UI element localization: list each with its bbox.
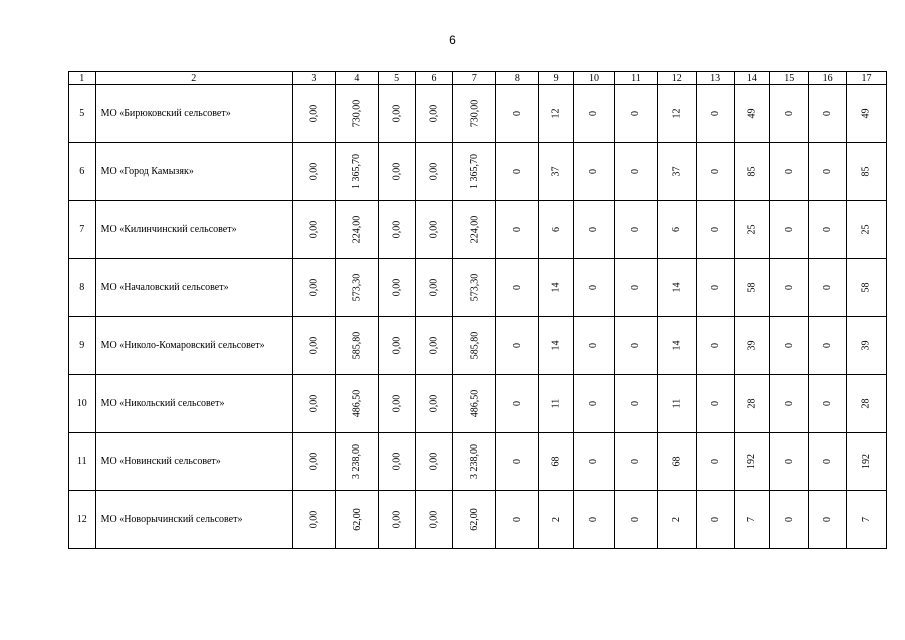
value-text: 0	[709, 111, 721, 116]
value-text: 0	[630, 227, 642, 232]
value-cell-c6	[415, 85, 453, 143]
value-text: 0	[822, 343, 834, 348]
value-text: 0	[709, 285, 721, 290]
value-text: 486,50	[468, 389, 480, 418]
value-cell-c5	[378, 317, 415, 375]
value-text: 0,00	[308, 452, 320, 471]
value-text: 486,50	[351, 389, 363, 418]
value-cell-c8	[496, 433, 539, 491]
value-text: 0,00	[428, 162, 440, 181]
value-cell-c6	[415, 491, 453, 549]
table-body	[69, 72, 887, 549]
value-cell-c8	[496, 317, 539, 375]
value-text: 0,00	[308, 278, 320, 297]
value-cell-c13	[696, 317, 734, 375]
value-text: 0	[511, 285, 523, 290]
value-cell-c13	[696, 259, 734, 317]
value-cell-c16	[809, 143, 847, 201]
value-cell-c17	[846, 201, 886, 259]
value-cell-c14	[734, 433, 770, 491]
value-text: 0	[630, 401, 642, 406]
column-header-2: 2	[95, 72, 292, 85]
value-cell-c6	[415, 317, 453, 375]
value-cell-c4	[335, 259, 378, 317]
value-text: 68	[550, 456, 562, 467]
municipality-name-cell: МО «Николо-Комаровский сельсовет»	[95, 317, 292, 375]
value-cell-c15	[770, 491, 809, 549]
value-text: 37	[671, 166, 683, 177]
column-header-14: 14	[734, 72, 770, 85]
value-text: 6	[671, 227, 683, 232]
value-text: 0	[588, 401, 600, 406]
value-text: 0	[783, 169, 795, 174]
value-cell-c9	[539, 143, 574, 201]
value-text: 0,00	[428, 104, 440, 123]
municipality-name-cell: МО «Никольский сельсовет»	[95, 375, 292, 433]
value-text: 0	[783, 459, 795, 464]
value-cell-c10	[574, 317, 615, 375]
column-header-16: 16	[809, 72, 847, 85]
column-header-10: 10	[574, 72, 615, 85]
value-text: 0	[783, 401, 795, 406]
column-header-7: 7	[453, 72, 496, 85]
value-cell-c3	[292, 317, 335, 375]
value-cell-c9	[539, 85, 574, 143]
value-cell-c13	[696, 433, 734, 491]
value-text: 573,30	[351, 273, 363, 302]
value-cell-c9	[539, 317, 574, 375]
table-row	[69, 143, 887, 201]
value-cell-c12	[657, 375, 696, 433]
value-cell-c7	[453, 201, 496, 259]
value-text: 85	[746, 166, 758, 177]
value-text: 0	[511, 459, 523, 464]
column-header-5: 5	[378, 72, 415, 85]
value-text: 0,00	[308, 104, 320, 123]
column-header-8: 8	[496, 72, 539, 85]
value-cell-c17	[846, 375, 886, 433]
value-cell-c16	[809, 375, 847, 433]
value-text: 0,00	[428, 220, 440, 239]
value-cell-c3	[292, 433, 335, 491]
row-number-cell: 7	[69, 201, 96, 259]
value-text: 1 365,70	[351, 154, 363, 189]
value-cell-c7	[453, 491, 496, 549]
municipality-name-cell: МО «Новорычинский сельсовет»	[95, 491, 292, 549]
value-text: 28	[746, 398, 758, 409]
value-cell-c7	[453, 143, 496, 201]
value-text: 0,00	[428, 510, 440, 529]
page-number: 6	[449, 33, 456, 47]
value-text: 28	[860, 398, 872, 409]
value-text: 0	[511, 517, 523, 522]
value-cell-c17	[846, 433, 886, 491]
value-cell-c14	[734, 85, 770, 143]
value-text: 12	[671, 108, 683, 119]
value-text: 192	[746, 454, 758, 469]
value-cell-c12	[657, 201, 696, 259]
value-text: 85	[860, 166, 872, 177]
value-text: 0	[630, 285, 642, 290]
value-cell-c16	[809, 317, 847, 375]
row-number-cell: 6	[69, 143, 96, 201]
column-header-11: 11	[614, 72, 657, 85]
value-text: 0,00	[391, 510, 403, 529]
value-cell-c17	[846, 85, 886, 143]
value-text: 0	[822, 111, 834, 116]
value-text: 0	[630, 517, 642, 522]
value-text: 0	[630, 343, 642, 348]
column-header-1: 1	[69, 72, 96, 85]
value-cell-c7	[453, 433, 496, 491]
value-text: 3 238,00	[468, 444, 480, 479]
value-text: 0,00	[308, 510, 320, 529]
value-text: 0	[783, 517, 795, 522]
value-text: 0,00	[391, 104, 403, 123]
value-text: 39	[746, 340, 758, 351]
value-cell-c8	[496, 85, 539, 143]
value-cell-c16	[809, 491, 847, 549]
value-text: 0	[783, 111, 795, 116]
column-header-4: 4	[335, 72, 378, 85]
value-cell-c3	[292, 375, 335, 433]
value-text: 0	[511, 111, 523, 116]
value-cell-c5	[378, 491, 415, 549]
value-text: 730,00	[468, 99, 480, 128]
value-text: 0,00	[428, 452, 440, 471]
value-text: 49	[860, 108, 872, 119]
value-cell-c3	[292, 143, 335, 201]
value-cell-c11	[614, 491, 657, 549]
value-cell-c7	[453, 317, 496, 375]
value-cell-c12	[657, 85, 696, 143]
value-text: 1 365,70	[468, 154, 480, 189]
value-cell-c15	[770, 317, 809, 375]
value-cell-c11	[614, 317, 657, 375]
value-text: 49	[746, 108, 758, 119]
value-text: 0,00	[428, 278, 440, 297]
value-cell-c14	[734, 143, 770, 201]
value-cell-c14	[734, 491, 770, 549]
value-cell-c4	[335, 201, 378, 259]
value-cell-c11	[614, 85, 657, 143]
value-cell-c15	[770, 85, 809, 143]
value-text: 14	[550, 340, 562, 351]
value-text: 0	[588, 227, 600, 232]
value-text: 0	[511, 343, 523, 348]
value-text: 6	[550, 227, 562, 232]
value-cell-c11	[614, 259, 657, 317]
value-cell-c4	[335, 375, 378, 433]
value-text: 0	[783, 343, 795, 348]
value-text: 0,00	[428, 394, 440, 413]
value-text: 0	[588, 285, 600, 290]
value-text: 0	[822, 169, 834, 174]
value-cell-c12	[657, 491, 696, 549]
value-text: 39	[860, 340, 872, 351]
value-cell-c12	[657, 317, 696, 375]
value-cell-c7	[453, 85, 496, 143]
value-text: 0	[783, 285, 795, 290]
value-cell-c11	[614, 201, 657, 259]
value-text: 0	[588, 517, 600, 522]
value-text: 0,00	[391, 162, 403, 181]
value-cell-c8	[496, 201, 539, 259]
value-cell-c14	[734, 375, 770, 433]
value-cell-c4	[335, 433, 378, 491]
value-text: 0	[588, 459, 600, 464]
value-cell-c16	[809, 259, 847, 317]
value-text: 58	[860, 282, 872, 293]
value-text: 585,80	[468, 331, 480, 360]
value-text: 68	[671, 456, 683, 467]
value-text: 11	[550, 398, 562, 409]
municipality-name-cell: МО «Город Камызяк»	[95, 143, 292, 201]
value-text: 2	[671, 517, 683, 522]
municipality-name-cell: МО «Бирюковский сельсовет»	[95, 85, 292, 143]
value-cell-c6	[415, 143, 453, 201]
value-cell-c3	[292, 491, 335, 549]
value-cell-c10	[574, 143, 615, 201]
value-cell-c15	[770, 375, 809, 433]
value-cell-c10	[574, 259, 615, 317]
value-cell-c15	[770, 433, 809, 491]
data-table	[68, 71, 887, 549]
value-text: 7	[860, 517, 872, 522]
table-row	[69, 491, 887, 549]
value-cell-c9	[539, 259, 574, 317]
value-text: 37	[550, 166, 562, 177]
value-text: 0	[630, 169, 642, 174]
value-text: 0	[630, 111, 642, 116]
value-cell-c5	[378, 201, 415, 259]
value-cell-c8	[496, 375, 539, 433]
value-cell-c10	[574, 375, 615, 433]
value-text: 62,00	[468, 508, 480, 531]
table-row	[69, 201, 887, 259]
value-cell-c6	[415, 375, 453, 433]
value-text: 0	[588, 169, 600, 174]
value-cell-c9	[539, 201, 574, 259]
value-text: 2	[550, 517, 562, 522]
value-cell-c5	[378, 375, 415, 433]
value-cell-c4	[335, 491, 378, 549]
table-row	[69, 375, 887, 433]
value-text: 0	[822, 285, 834, 290]
value-text: 3 238,00	[351, 444, 363, 479]
value-cell-c16	[809, 85, 847, 143]
value-cell-c8	[496, 143, 539, 201]
value-text: 192	[860, 454, 872, 469]
value-text: 11	[671, 398, 683, 409]
value-cell-c9	[539, 433, 574, 491]
value-text: 14	[671, 282, 683, 293]
value-cell-c3	[292, 201, 335, 259]
column-header-6: 6	[415, 72, 453, 85]
value-text: 0	[588, 111, 600, 116]
column-header-15: 15	[770, 72, 809, 85]
value-text: 730,00	[351, 99, 363, 128]
value-text: 0	[822, 459, 834, 464]
value-cell-c15	[770, 259, 809, 317]
municipality-name-cell: МО «Началовский сельсовет»	[95, 259, 292, 317]
value-cell-c17	[846, 491, 886, 549]
value-cell-c3	[292, 85, 335, 143]
value-text: 0	[588, 343, 600, 348]
row-number-cell: 9	[69, 317, 96, 375]
value-cell-c10	[574, 433, 615, 491]
value-text: 0,00	[391, 394, 403, 413]
value-text: 0,00	[308, 162, 320, 181]
value-cell-c4	[335, 317, 378, 375]
value-cell-c13	[696, 375, 734, 433]
value-cell-c10	[574, 201, 615, 259]
value-cell-c3	[292, 259, 335, 317]
value-text: 0	[822, 227, 834, 232]
row-number-cell: 12	[69, 491, 96, 549]
value-cell-c14	[734, 317, 770, 375]
value-cell-c5	[378, 259, 415, 317]
value-text: 0	[822, 401, 834, 406]
column-header-3: 3	[292, 72, 335, 85]
value-text: 0	[783, 227, 795, 232]
value-text: 0	[630, 459, 642, 464]
value-cell-c8	[496, 259, 539, 317]
value-text: 0	[709, 517, 721, 522]
row-number-cell: 5	[69, 85, 96, 143]
value-cell-c17	[846, 259, 886, 317]
value-cell-c7	[453, 259, 496, 317]
value-text: 0,00	[391, 336, 403, 355]
value-text: 0,00	[308, 336, 320, 355]
value-text: 585,80	[351, 331, 363, 360]
value-cell-c9	[539, 375, 574, 433]
value-text: 0,00	[428, 336, 440, 355]
value-cell-c11	[614, 375, 657, 433]
value-cell-c10	[574, 491, 615, 549]
value-cell-c12	[657, 433, 696, 491]
value-cell-c13	[696, 491, 734, 549]
value-text: 224,00	[468, 215, 480, 244]
value-text: 0	[511, 401, 523, 406]
table-row	[69, 317, 887, 375]
value-text: 12	[550, 108, 562, 119]
value-text: 0	[511, 227, 523, 232]
value-cell-c10	[574, 85, 615, 143]
municipality-name-cell: МО «Новинский сельсовет»	[95, 433, 292, 491]
row-number-cell: 11	[69, 433, 96, 491]
value-text: 0	[709, 401, 721, 406]
value-cell-c15	[770, 201, 809, 259]
value-cell-c11	[614, 143, 657, 201]
value-text: 0,00	[391, 452, 403, 471]
value-text: 0,00	[308, 394, 320, 413]
value-cell-c14	[734, 201, 770, 259]
value-cell-c14	[734, 259, 770, 317]
value-text: 0	[709, 227, 721, 232]
value-cell-c4	[335, 85, 378, 143]
municipality-name-cell: МО «Килинчинский сельсовет»	[95, 201, 292, 259]
value-cell-c16	[809, 433, 847, 491]
value-cell-c17	[846, 143, 886, 201]
table-row	[69, 259, 887, 317]
column-header-12: 12	[657, 72, 696, 85]
value-cell-c13	[696, 85, 734, 143]
value-text: 0,00	[308, 220, 320, 239]
value-cell-c15	[770, 143, 809, 201]
value-text: 14	[550, 282, 562, 293]
header-row	[69, 72, 887, 85]
row-number-cell: 8	[69, 259, 96, 317]
value-cell-c6	[415, 433, 453, 491]
row-number-cell: 10	[69, 375, 96, 433]
value-cell-c12	[657, 259, 696, 317]
table-row	[69, 85, 887, 143]
value-text: 7	[746, 517, 758, 522]
column-header-17: 17	[846, 72, 886, 85]
value-cell-c6	[415, 259, 453, 317]
value-text: 0	[709, 169, 721, 174]
column-header-9: 9	[539, 72, 574, 85]
value-cell-c8	[496, 491, 539, 549]
value-cell-c5	[378, 85, 415, 143]
value-text: 0,00	[391, 220, 403, 239]
value-cell-c12	[657, 143, 696, 201]
value-text: 25	[746, 224, 758, 235]
value-cell-c16	[809, 201, 847, 259]
value-text: 224,00	[351, 215, 363, 244]
value-text: 0	[822, 517, 834, 522]
value-cell-c5	[378, 433, 415, 491]
value-text: 14	[671, 340, 683, 351]
value-text: 0	[511, 169, 523, 174]
value-cell-c13	[696, 143, 734, 201]
value-text: 0	[709, 459, 721, 464]
value-text: 25	[860, 224, 872, 235]
value-text: 62,00	[351, 508, 363, 531]
value-cell-c4	[335, 143, 378, 201]
value-cell-c7	[453, 375, 496, 433]
value-text: 58	[746, 282, 758, 293]
table-row	[69, 433, 887, 491]
value-text: 0,00	[391, 278, 403, 297]
column-header-13: 13	[696, 72, 734, 85]
value-cell-c9	[539, 491, 574, 549]
value-text: 0	[709, 343, 721, 348]
value-text: 573,30	[468, 273, 480, 302]
value-cell-c13	[696, 201, 734, 259]
value-cell-c17	[846, 317, 886, 375]
value-cell-c11	[614, 433, 657, 491]
value-cell-c5	[378, 143, 415, 201]
value-cell-c6	[415, 201, 453, 259]
